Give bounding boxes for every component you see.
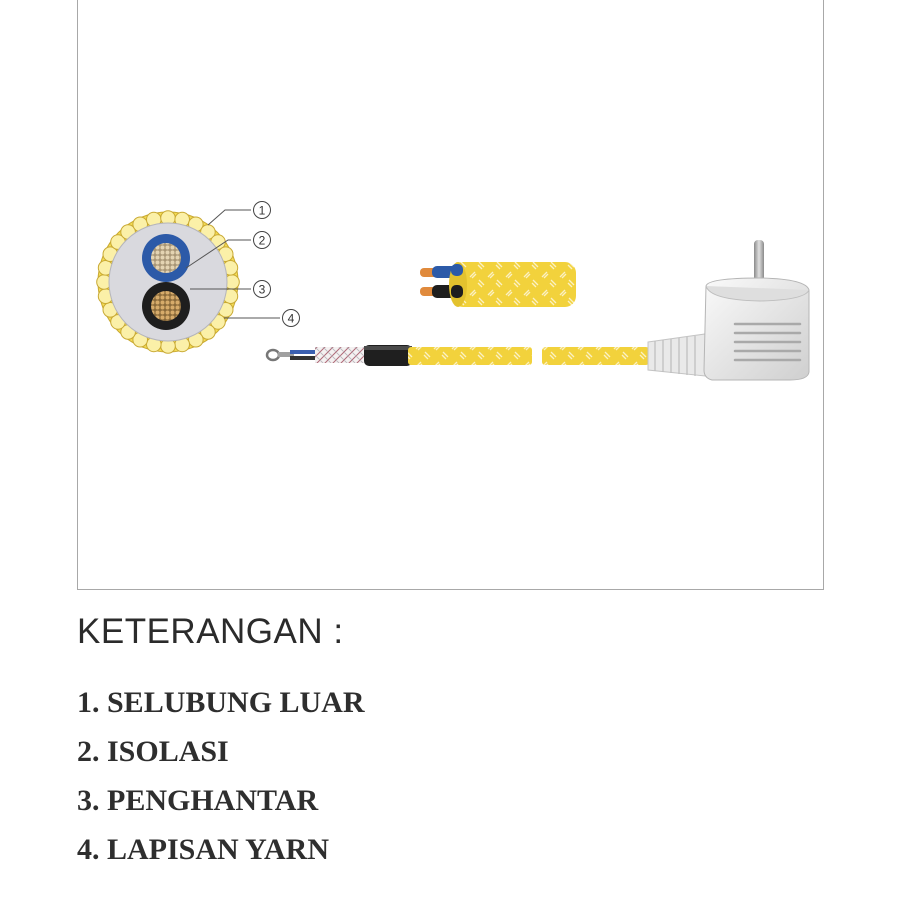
schuko-plug-icon — [648, 240, 809, 380]
legend-item-1 — [77, 683, 365, 732]
blue-conductor-strands — [151, 243, 181, 273]
legend-item-label: LAPISAN YARN — [107, 833, 329, 866]
black-conductor-strands — [151, 291, 181, 321]
callout-number-1: 1 — [258, 203, 266, 218]
legend-item-label: ISOLASI — [107, 735, 229, 768]
legend-item-label: PENGHANTAR — [107, 784, 319, 817]
callout-number-4: 4 — [287, 311, 295, 326]
legend-item-3 — [77, 781, 365, 830]
legend-item-number: 3. — [77, 784, 100, 817]
callout-number-2: 2 — [258, 233, 266, 248]
legend-item-2 — [77, 732, 365, 781]
legend-item-label: SELUBUNG LUAR — [107, 686, 365, 719]
legend-item-4 — [77, 830, 365, 879]
legend-list — [77, 683, 365, 879]
legend-title: KETERANGAN : — [77, 612, 344, 651]
power-cord-icon — [267, 345, 649, 366]
cable-cross-section-icon — [97, 211, 240, 354]
callout-markers — [254, 202, 300, 327]
legend-item-number: 2. — [77, 735, 100, 768]
legend-item-number: 1. — [77, 686, 100, 719]
cable-cut-icon — [420, 262, 576, 307]
callout-number-3: 3 — [258, 282, 266, 297]
legend-item-number: 4. — [77, 833, 100, 866]
